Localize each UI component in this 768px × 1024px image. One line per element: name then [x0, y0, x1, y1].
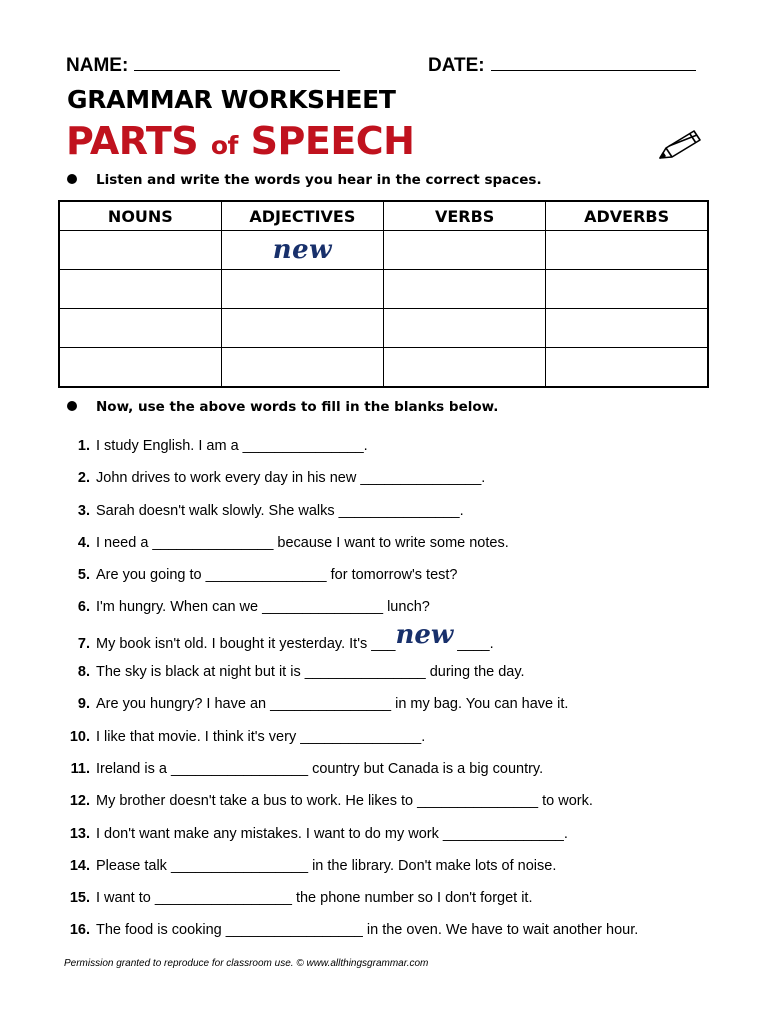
exercise-list	[62, 436, 762, 953]
table-cell[interactable]	[384, 309, 546, 348]
exercise-item[interactable]: 12. My brother doesn't take a bus to work. He likes to _______________ to work.	[69, 793, 593, 810]
table-cell[interactable]	[384, 231, 546, 270]
bullet-icon	[67, 174, 77, 184]
parts-of-speech-table	[58, 200, 709, 388]
table-cell[interactable]	[59, 270, 221, 309]
table-cell[interactable]	[221, 270, 383, 309]
name-label: NAME:	[66, 55, 129, 76]
subtitle-word-of: of	[210, 131, 238, 160]
exercise-item[interactable]: 9. Are you hungry? I have an _______________ in my bag. You can have it.	[77, 696, 569, 713]
worksheet-title: GRAMMAR WORKSHEET	[67, 85, 396, 114]
name-field	[66, 50, 340, 80]
bullet-icon	[67, 401, 77, 411]
table-row	[59, 309, 708, 348]
subtitle-word-parts: PARTS	[66, 119, 199, 163]
exercise-item[interactable]: 2. John drives to work every day in his new _______________.	[77, 470, 486, 487]
table-row	[59, 231, 708, 270]
exercise-item[interactable]: 16. The food is cooking _________________ in the oven. We have to wait another hour.	[69, 922, 639, 939]
exercise-item[interactable]: 8. The sky is black at night but it is _______________ during the day.	[77, 664, 525, 681]
exercise-item[interactable]: 4. I need a _______________ because I want to write some notes.	[77, 534, 509, 551]
table-cell[interactable]	[384, 270, 546, 309]
table-row	[59, 270, 708, 309]
pencil-icon	[656, 128, 702, 162]
exercise-item[interactable]: 7. My book isn't old. I bought it yesterday. It's ___new ____.	[77, 619, 494, 652]
table-row	[59, 348, 708, 388]
worksheet-subtitle	[66, 116, 414, 171]
table-cell[interactable]	[221, 231, 383, 270]
exercise-item[interactable]: 6. I'm hungry. When can we _______________ lunch?	[77, 599, 430, 616]
copyright-footer: Permission granted to reproduce for classroom use. © www.allthingsgrammar.com	[64, 958, 429, 969]
exercise-item[interactable]: 11. Ireland is a _________________ country but Canada is a big country.	[70, 760, 544, 777]
table-cell[interactable]	[221, 309, 383, 348]
handwritten-answer: new	[395, 619, 454, 650]
header-adjectives: ADJECTIVES	[221, 201, 383, 231]
exercise-item[interactable]: 10. I like that movie. I think it's very _______________.	[69, 728, 426, 745]
exercise-item[interactable]: 1. I study English. I am a _______________.	[77, 438, 368, 454]
exercise-item[interactable]: 15. I want to _________________ the phone number so I don't forget it.	[69, 890, 533, 907]
header-verbs: VERBS	[384, 201, 546, 231]
date-label: DATE:	[428, 55, 485, 76]
exercise-item[interactable]: 5. Are you going to _______________ for tomorrow's test?	[77, 567, 458, 584]
header-nouns: NOUNS	[59, 201, 221, 231]
table-cell[interactable]	[221, 348, 383, 388]
date-blank[interactable]	[491, 50, 696, 71]
subtitle-word-speech: SPEECH	[250, 119, 415, 163]
table-cell[interactable]	[59, 231, 221, 270]
table-cell[interactable]	[384, 348, 546, 388]
exercise-item[interactable]: 13. I don't want make any mistakes. I want to do my work _______________.	[69, 825, 568, 842]
instruction-fill-blanks: Now, use the above words to fill in the blanks below.	[67, 397, 498, 417]
handwritten-answer: new	[272, 235, 333, 265]
table-cell[interactable]	[546, 231, 708, 270]
table-cell[interactable]	[546, 270, 708, 309]
table-cell[interactable]	[546, 309, 708, 348]
exercise-item[interactable]: 3. Sarah doesn't walk slowly. She walks _______________.	[77, 502, 464, 519]
table-cell[interactable]	[59, 348, 221, 388]
instruction-listen: Listen and write the words you hear in the correct spaces.	[67, 170, 542, 190]
exercise-item[interactable]: 14. Please talk _________________ in the library. Don't make lots of noise.	[69, 857, 557, 874]
date-field	[428, 50, 696, 80]
name-blank[interactable]	[134, 50, 340, 71]
table-cell[interactable]	[546, 348, 708, 388]
header-adverbs: ADVERBS	[546, 201, 708, 231]
table-cell[interactable]	[59, 309, 221, 348]
